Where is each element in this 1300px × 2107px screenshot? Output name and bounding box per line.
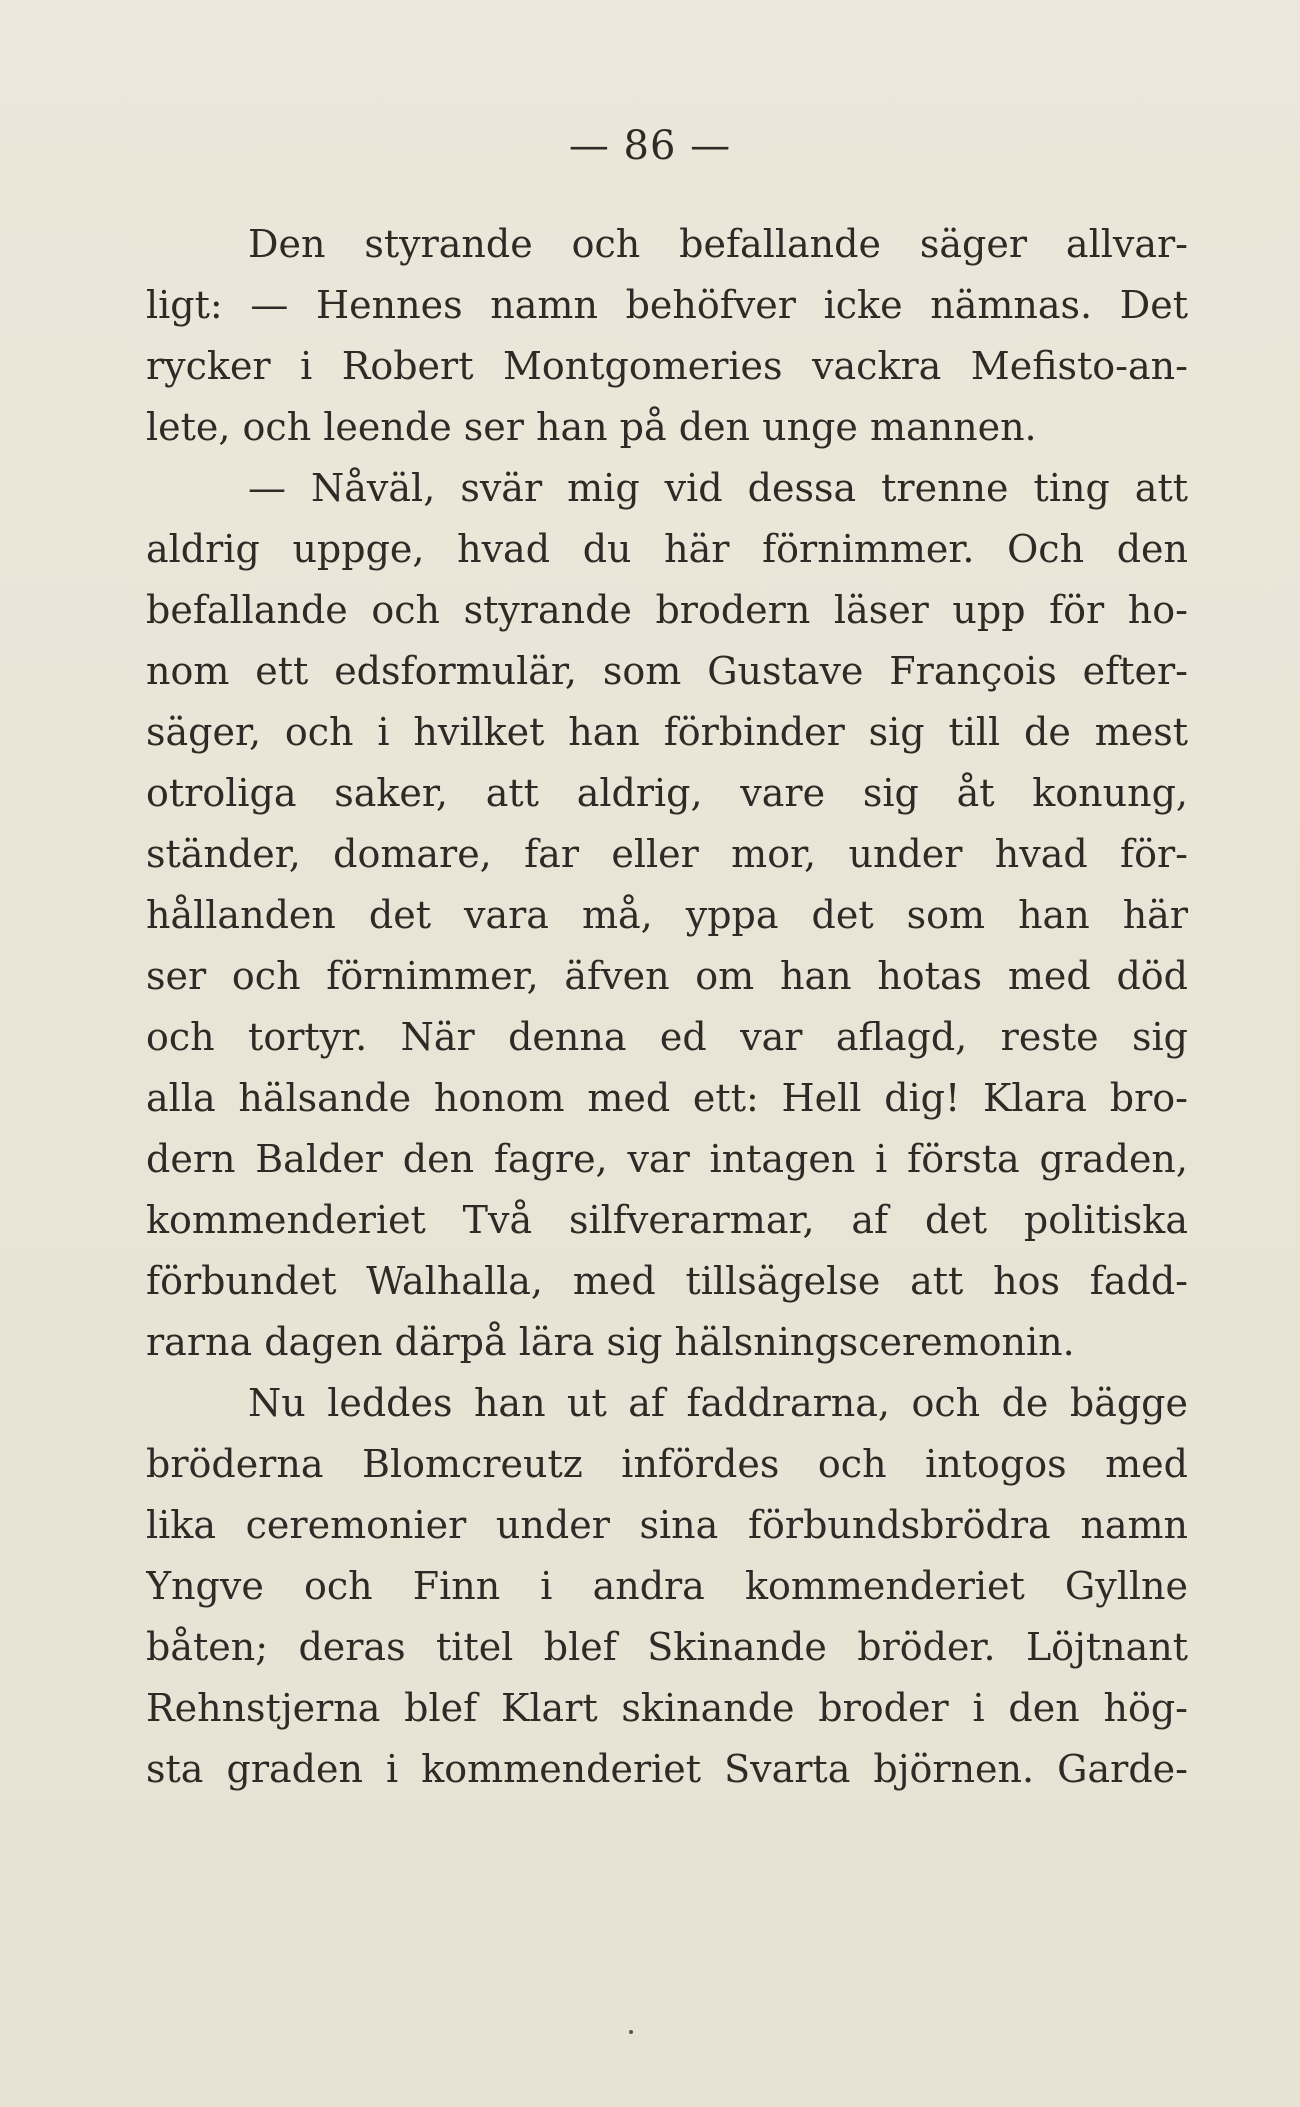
body-text — [146, 214, 1188, 1800]
text-line: lete, och leende ser han på den unge mannen. — [146, 405, 1037, 449]
text-line: — Nåväl, svär mig vid dessa trenne ting att — [248, 466, 1188, 510]
text-line: och tortyr. När denna ed var aflagd, reste sig — [146, 1015, 1188, 1059]
text-line: dern Balder den fagre, var intagen i första graden, — [146, 1137, 1188, 1181]
text-line: nom ett edsformulär, som Gustave François efter- — [146, 649, 1188, 693]
text-line: ser och förnimmer, äfven om han hotas med död — [146, 954, 1188, 998]
text-line: rycker i Robert Montgomeries vackra Mefisto-an- — [146, 344, 1188, 388]
text-line: lika ceremonier under sina förbundsbrödra namn — [146, 1503, 1188, 1547]
text-line: båten; deras titel blef Skinande bröder. Löjtnant — [146, 1625, 1188, 1669]
text-line: Rehnstjerna blef Klart skinande broder i den hög- — [146, 1686, 1188, 1730]
page-number: — 86 — — [568, 123, 732, 169]
text-line: alla hälsande honom med ett: Hell dig! Klara bro- — [146, 1076, 1188, 1120]
text-line: kommenderiet Två silfverarmar, af det politiska — [146, 1198, 1188, 1242]
text-line: säger, och i hvilket han förbinder sig till de mest — [146, 710, 1188, 754]
text-line: Den styrande och befallande säger allvar- — [248, 222, 1188, 266]
text-line: hållanden det vara må, yppa det som han här — [146, 893, 1188, 937]
text-line: bröderna Blomcreutz infördes och intogos med — [146, 1442, 1188, 1486]
text-line: sta graden i kommenderiet Svarta björnen. Garde- — [146, 1747, 1188, 1791]
text-line: rarna dagen därpå lära sig hälsningsceremonin. — [146, 1320, 1075, 1364]
text-line: ligt: — Hennes namn behöfver icke nämnas. Det — [146, 283, 1188, 327]
text-line: Nu leddes han ut af faddrarna, och de bägge — [248, 1381, 1188, 1425]
text-line: otroliga saker, att aldrig, vare sig åt konung, — [146, 771, 1188, 815]
text-line: ständer, domare, far eller mor, under hvad för- — [146, 832, 1188, 876]
text-line: aldrig uppge, hvad du här förnimmer. Och den — [146, 527, 1188, 571]
text-line: befallande och styrande brodern läser upp för ho- — [146, 588, 1188, 632]
text-line: Yngve och Finn i andra kommenderiet Gyllne — [146, 1564, 1188, 1608]
text-line: förbundet Walhalla, med tillsägelse att hos fadd- — [146, 1259, 1188, 1303]
paper-speck — [629, 2030, 633, 2034]
